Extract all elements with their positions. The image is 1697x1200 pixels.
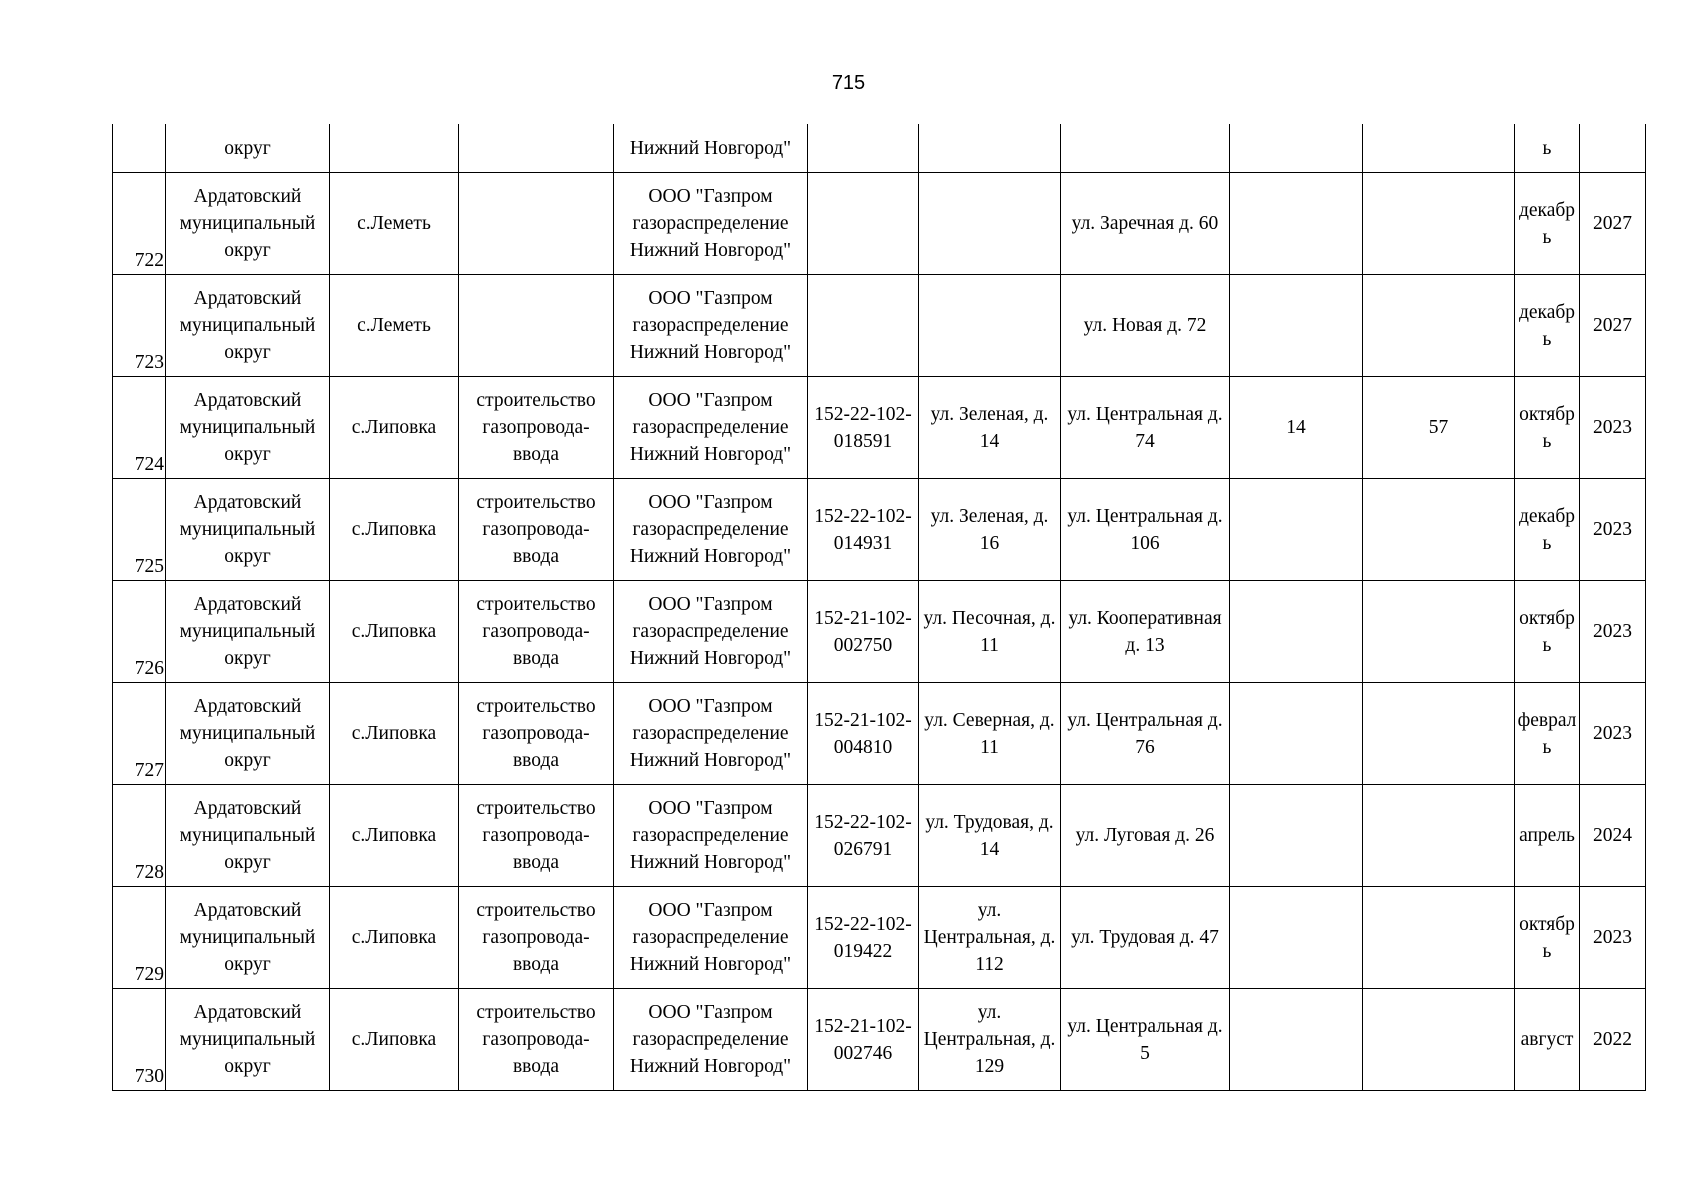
row-number-cell: 730 [113,989,166,1091]
table-row [113,887,1646,989]
value-cell-a [1230,124,1363,173]
code-cell [808,124,919,173]
work-type-cell: строительство газопровода-ввода [459,479,614,581]
row-number-cell: 728 [113,785,166,887]
work-type-cell: строительство газопровода-ввода [459,785,614,887]
work-type-cell [459,124,614,173]
code-cell: 152-22-102-019422 [808,887,919,989]
value-cell-b [1363,785,1515,887]
code-cell: 152-22-102-026791 [808,785,919,887]
address-from-cell: ул. Центральная, д. 129 [919,989,1061,1091]
address-from-cell: ул. Зеленая, д. 16 [919,479,1061,581]
district-cell: Ардатовский муниципальный округ [166,377,330,479]
district-cell: Ардатовский муниципальный округ [166,785,330,887]
row-number-cell: 727 [113,683,166,785]
code-cell [808,173,919,275]
month-cell: октябр ь [1515,377,1580,479]
row-number-cell: 723 [113,275,166,377]
locality-cell: с.Липовка [330,683,459,785]
work-type-cell [459,173,614,275]
row-number-cell: 724 [113,377,166,479]
value-cell-b [1363,479,1515,581]
district-cell: Ардатовский муниципальный округ [166,581,330,683]
table-row [113,479,1646,581]
value-cell-b [1363,275,1515,377]
row-number-cell [113,124,166,173]
month-cell: октябр ь [1515,887,1580,989]
address-to-cell: ул. Центральная д. 106 [1061,479,1230,581]
month-cell: декабр ь [1515,479,1580,581]
table-row [113,785,1646,887]
value-cell-a [1230,275,1363,377]
page-number: 715 [831,72,866,94]
year-cell: 2023 [1580,377,1646,479]
value-cell-a: 14 [1230,377,1363,479]
table-row [113,377,1646,479]
locality-cell: с.Липовка [330,479,459,581]
locality-cell: с.Липовка [330,377,459,479]
address-to-cell [1061,124,1230,173]
address-from-cell: ул. Северная, д. 11 [919,683,1061,785]
value-cell-b [1363,683,1515,785]
address-from-cell: ул. Центральная, д. 112 [919,887,1061,989]
value-cell-a [1230,989,1363,1091]
month-cell: декабр ь [1515,275,1580,377]
year-cell: 2027 [1580,173,1646,275]
table-row [113,989,1646,1091]
locality-cell: с.Липовка [330,989,459,1091]
code-cell: 152-21-102-004810 [808,683,919,785]
district-cell: Ардатовский муниципальный округ [166,887,330,989]
code-cell: 152-21-102-002750 [808,581,919,683]
locality-cell [330,124,459,173]
year-cell: 2023 [1580,683,1646,785]
address-from-cell [919,124,1061,173]
district-cell: округ [166,124,330,173]
table-row [113,683,1646,785]
organization-cell: ООО "Газпром газораспределение Нижний Новгород" [614,683,808,785]
value-cell-b [1363,173,1515,275]
row-number-cell: 726 [113,581,166,683]
work-type-cell: строительство газопровода-ввода [459,887,614,989]
district-cell: Ардатовский муниципальный округ [166,173,330,275]
code-cell: 152-22-102-014931 [808,479,919,581]
table-row [113,173,1646,275]
organization-cell: ООО "Газпром газораспределение Нижний Новгород" [614,275,808,377]
organization-cell: ООО "Газпром газораспределение Нижний Новгород" [614,377,808,479]
address-to-cell: ул. Центральная д. 74 [1061,377,1230,479]
work-type-cell: строительство газопровода-ввода [459,377,614,479]
value-cell-b [1363,124,1515,173]
address-to-cell: ул. Центральная д. 5 [1061,989,1230,1091]
year-cell: 2024 [1580,785,1646,887]
year-cell [1580,124,1646,173]
year-cell: 2023 [1580,887,1646,989]
value-cell-a [1230,581,1363,683]
table-row [113,275,1646,377]
work-type-cell: строительство газопровода-ввода [459,989,614,1091]
address-from-cell [919,173,1061,275]
address-to-cell: ул. Заречная д. 60 [1061,173,1230,275]
organization-cell: ООО "Газпром газораспределение Нижний Новгород" [614,989,808,1091]
month-cell: апрель [1515,785,1580,887]
year-cell: 2022 [1580,989,1646,1091]
address-to-cell: ул. Луговая д. 26 [1061,785,1230,887]
locality-cell: с.Липовка [330,785,459,887]
month-cell: ь [1515,124,1580,173]
work-type-cell [459,275,614,377]
address-from-cell [919,275,1061,377]
table-row-continued [113,124,1646,173]
organization-cell: Нижний Новгород" [614,124,808,173]
address-from-cell: ул. Песочная, д. 11 [919,581,1061,683]
locality-cell: с.Липовка [330,887,459,989]
month-cell: август [1515,989,1580,1091]
value-cell-b [1363,989,1515,1091]
year-cell: 2023 [1580,479,1646,581]
row-number-cell: 722 [113,173,166,275]
organization-cell: ООО "Газпром газораспределение Нижний Новгород" [614,173,808,275]
code-cell [808,275,919,377]
code-cell: 152-22-102-018591 [808,377,919,479]
value-cell-a [1230,173,1363,275]
value-cell-b [1363,581,1515,683]
district-cell: Ардатовский муниципальный округ [166,683,330,785]
row-number-cell: 729 [113,887,166,989]
table-row [113,581,1646,683]
district-cell: Ардатовский муниципальный округ [166,989,330,1091]
value-cell-a [1230,479,1363,581]
locality-cell: с.Леметь [330,173,459,275]
locality-cell: с.Леметь [330,275,459,377]
address-to-cell: ул. Кооперативная д. 13 [1061,581,1230,683]
value-cell-b: 57 [1363,377,1515,479]
organization-cell: ООО "Газпром газораспределение Нижний Новгород" [614,785,808,887]
organization-cell: ООО "Газпром газораспределение Нижний Новгород" [614,887,808,989]
value-cell-a [1230,887,1363,989]
organization-cell: ООО "Газпром газораспределение Нижний Новгород" [614,581,808,683]
address-from-cell: ул. Трудовая, д. 14 [919,785,1061,887]
month-cell: октябр ь [1515,581,1580,683]
address-to-cell: ул. Трудовая д. 47 [1061,887,1230,989]
locality-cell: с.Липовка [330,581,459,683]
district-cell: Ардатовский муниципальный округ [166,479,330,581]
year-cell: 2023 [1580,581,1646,683]
organization-cell: ООО "Газпром газораспределение Нижний Новгород" [614,479,808,581]
year-cell: 2027 [1580,275,1646,377]
registry-table [112,124,1646,1091]
month-cell: феврал ь [1515,683,1580,785]
address-to-cell: ул. Центральная д. 76 [1061,683,1230,785]
address-to-cell: ул. Новая д. 72 [1061,275,1230,377]
value-cell-a [1230,683,1363,785]
value-cell-a [1230,785,1363,887]
work-type-cell: строительство газопровода-ввода [459,581,614,683]
address-from-cell: ул. Зеленая, д. 14 [919,377,1061,479]
work-type-cell: строительство газопровода-ввода [459,683,614,785]
value-cell-b [1363,887,1515,989]
code-cell: 152-21-102-002746 [808,989,919,1091]
row-number-cell: 725 [113,479,166,581]
district-cell: Ардатовский муниципальный округ [166,275,330,377]
month-cell: декабр ь [1515,173,1580,275]
